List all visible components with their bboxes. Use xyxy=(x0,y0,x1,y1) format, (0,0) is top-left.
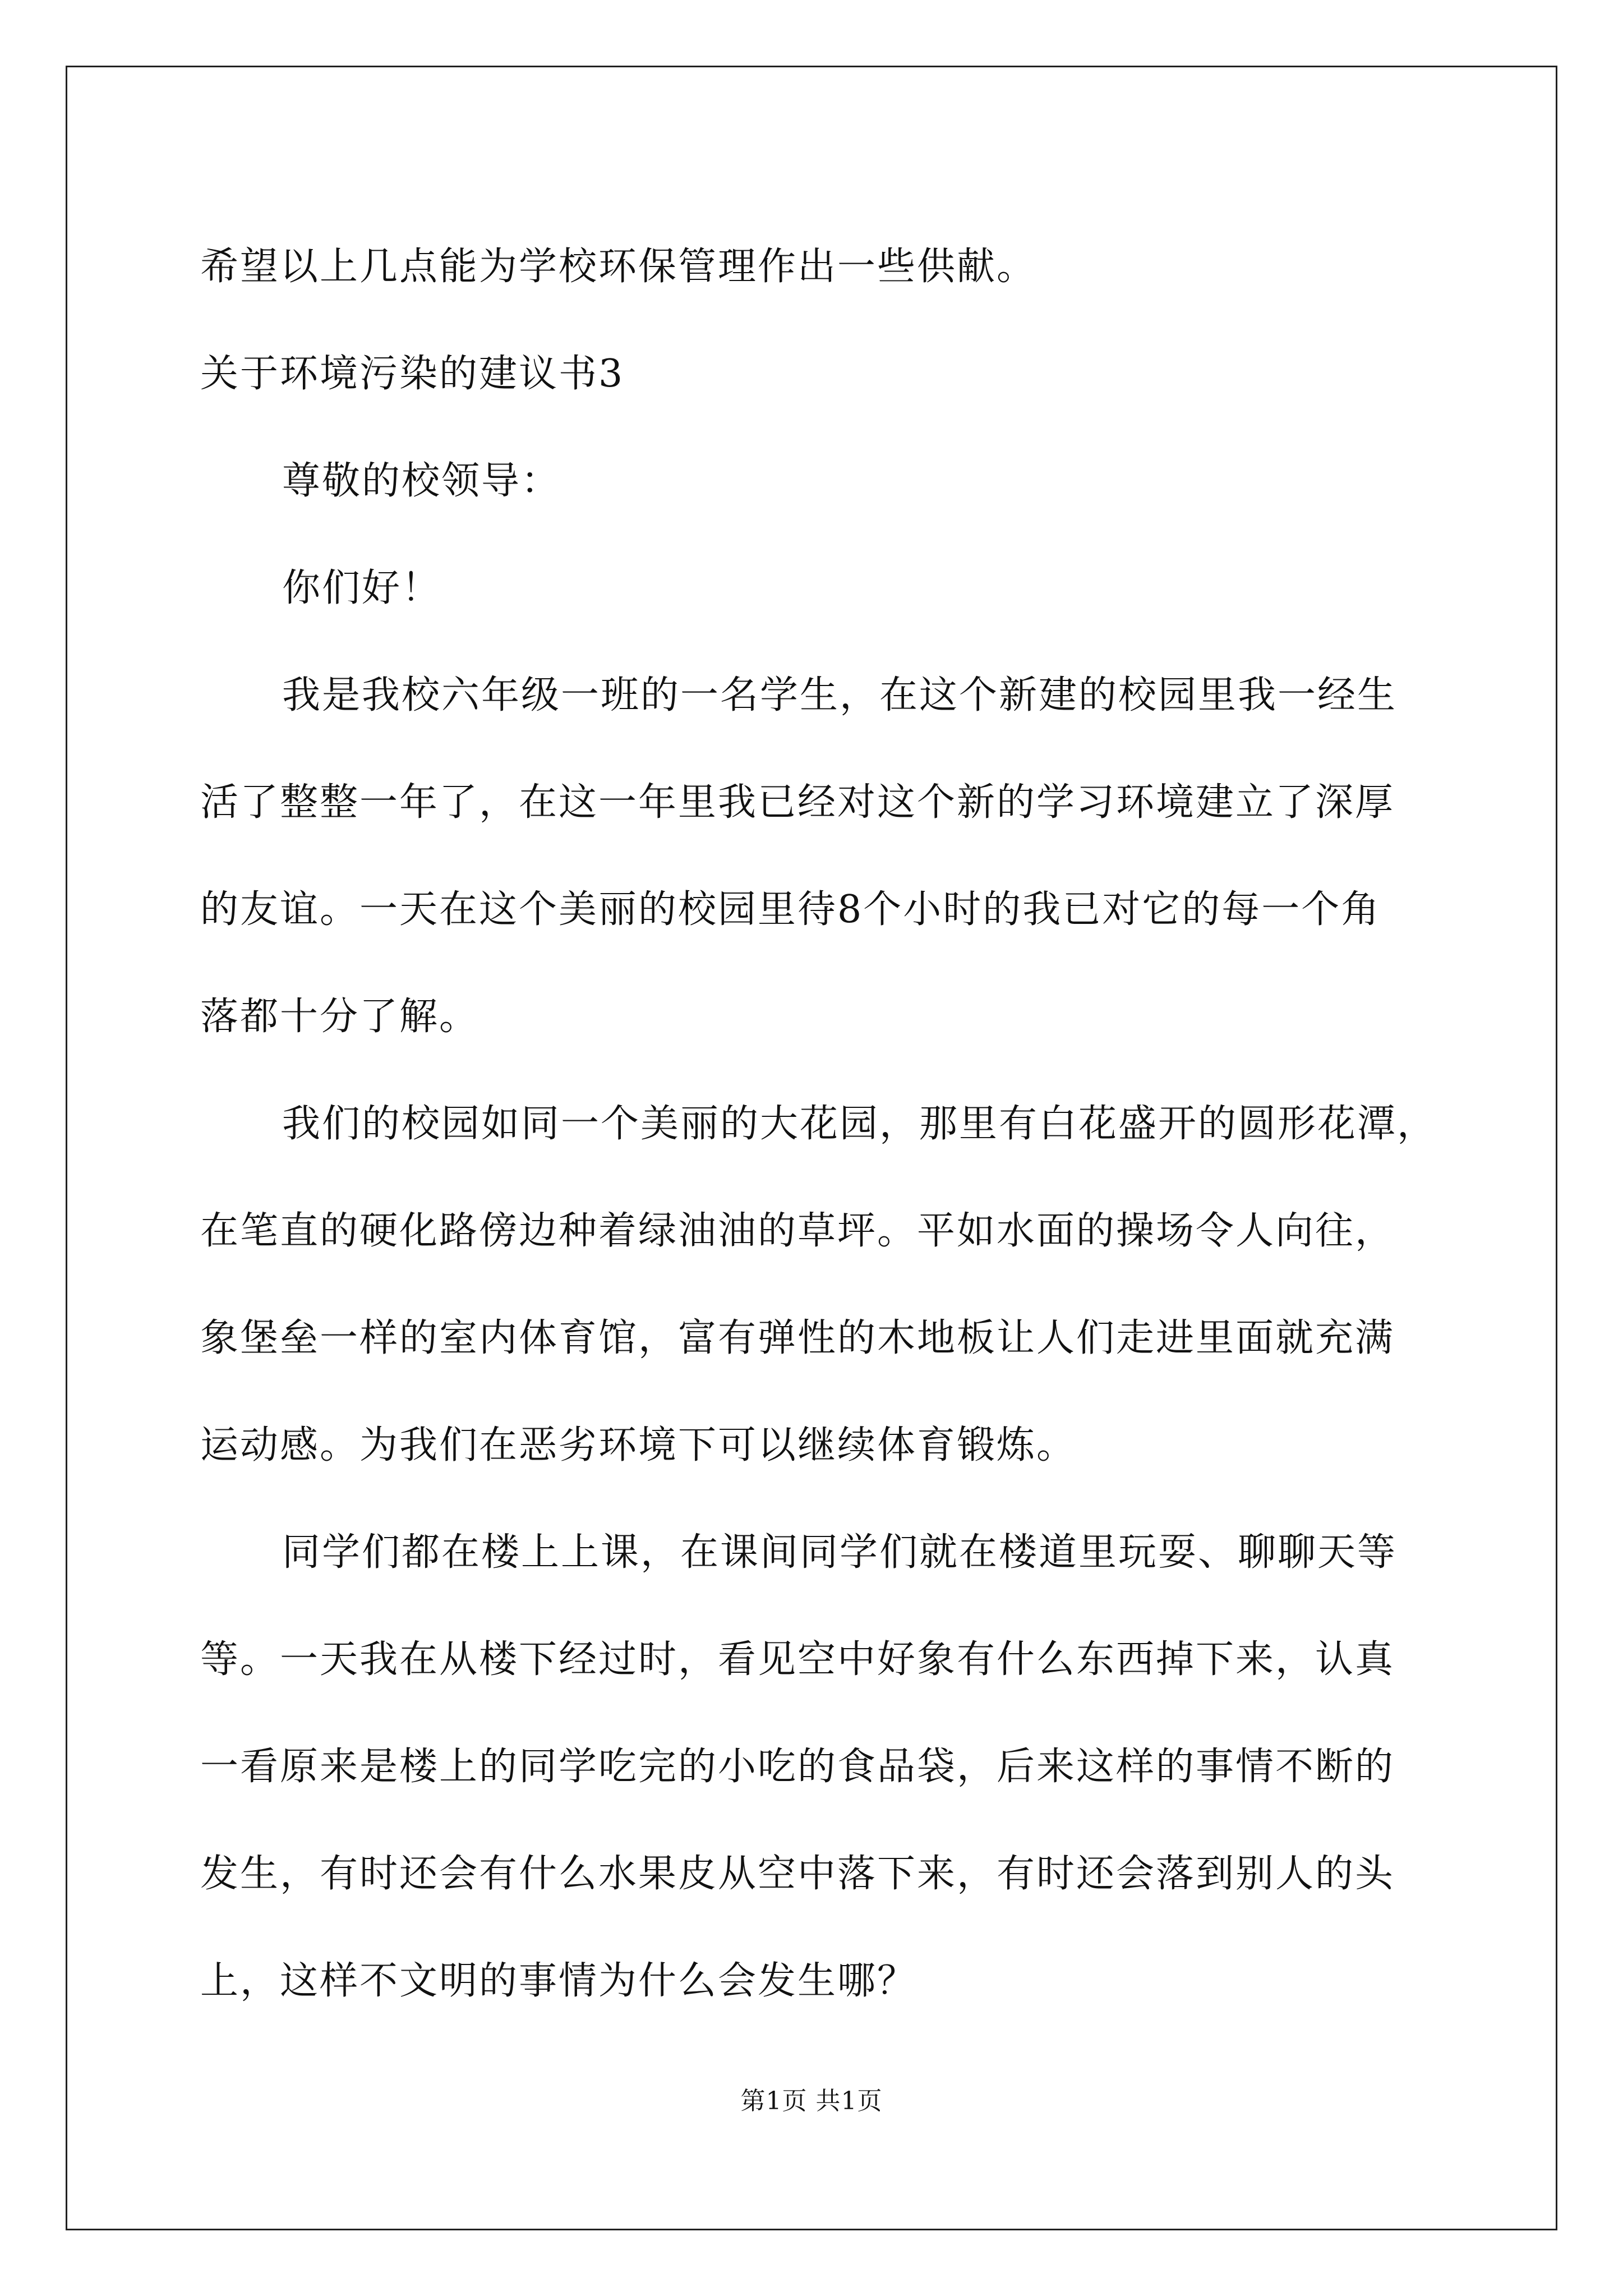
text-line: 上，这样不文明的事情为什么会发生哪？ xyxy=(200,1959,917,2003)
text-line: 的友谊。一天在这个美丽的校园里待8个小时的我已对它的每一个角 xyxy=(200,887,1381,932)
text-line: 希望以上几点能为学校环保管理作出一些供献。 xyxy=(200,245,1037,289)
text-line: 你们好！ xyxy=(282,566,442,610)
paragraph-p5 xyxy=(200,642,1434,1070)
page-footer: 第1页 共1页 xyxy=(740,2087,883,2115)
paragraph-p6 xyxy=(200,1070,1437,1499)
text-line: 关于环境污染的建议书3 xyxy=(200,352,625,396)
document-body xyxy=(200,213,1437,2035)
text-line: 活了整整一年了，在这一年里我已经对这个新的学习环境建立了深厚 xyxy=(200,780,1395,825)
text-line: 我是我校六年级一班的一名学生，在这个新建的校园里我一经生 xyxy=(282,673,1398,717)
paragraph-p4 xyxy=(200,535,1434,642)
text-line: 同学们都在楼上上课，在课间同学们就在楼道里玩耍、聊聊天等 xyxy=(282,1530,1398,1575)
text-line: 发生，有时还会有什么水果皮从空中落下来，有时还会落到别人的头 xyxy=(200,1852,1395,1896)
text-line: 落都十分了解。 xyxy=(200,995,479,1039)
text-line: 等。一天我在从楼下经过时，看见空中好象有什么东西掉下来，认真 xyxy=(200,1637,1395,1682)
paragraph-p3 xyxy=(200,427,1434,535)
paragraph-p7 xyxy=(200,1499,1434,2035)
paragraph-p1 xyxy=(200,213,1434,320)
text-line: 在笔直的硬化路傍边种着绿油油的草坪。平如水面的操场令人向往， xyxy=(200,1209,1395,1253)
text-line: 一看原来是楼上的同学吃完的小吃的食品袋，后来这样的事情不断的 xyxy=(200,1745,1395,1789)
text-line: 我们的校园如同一个美丽的大花园，那里有白花盛开的圆形花潭， xyxy=(282,1102,1437,1146)
text-line: 尊敬的校领导： xyxy=(282,459,561,503)
text-line: 运动感。为我们在恶劣环境下可以继续体育锻炼。 xyxy=(200,1423,1077,1467)
paragraph-p2 xyxy=(200,320,1434,427)
paragraph-list xyxy=(200,213,1437,2035)
text-line: 象堡垒一样的室内体育馆，富有弹性的木地板让人们走进里面就充满 xyxy=(200,1316,1395,1360)
